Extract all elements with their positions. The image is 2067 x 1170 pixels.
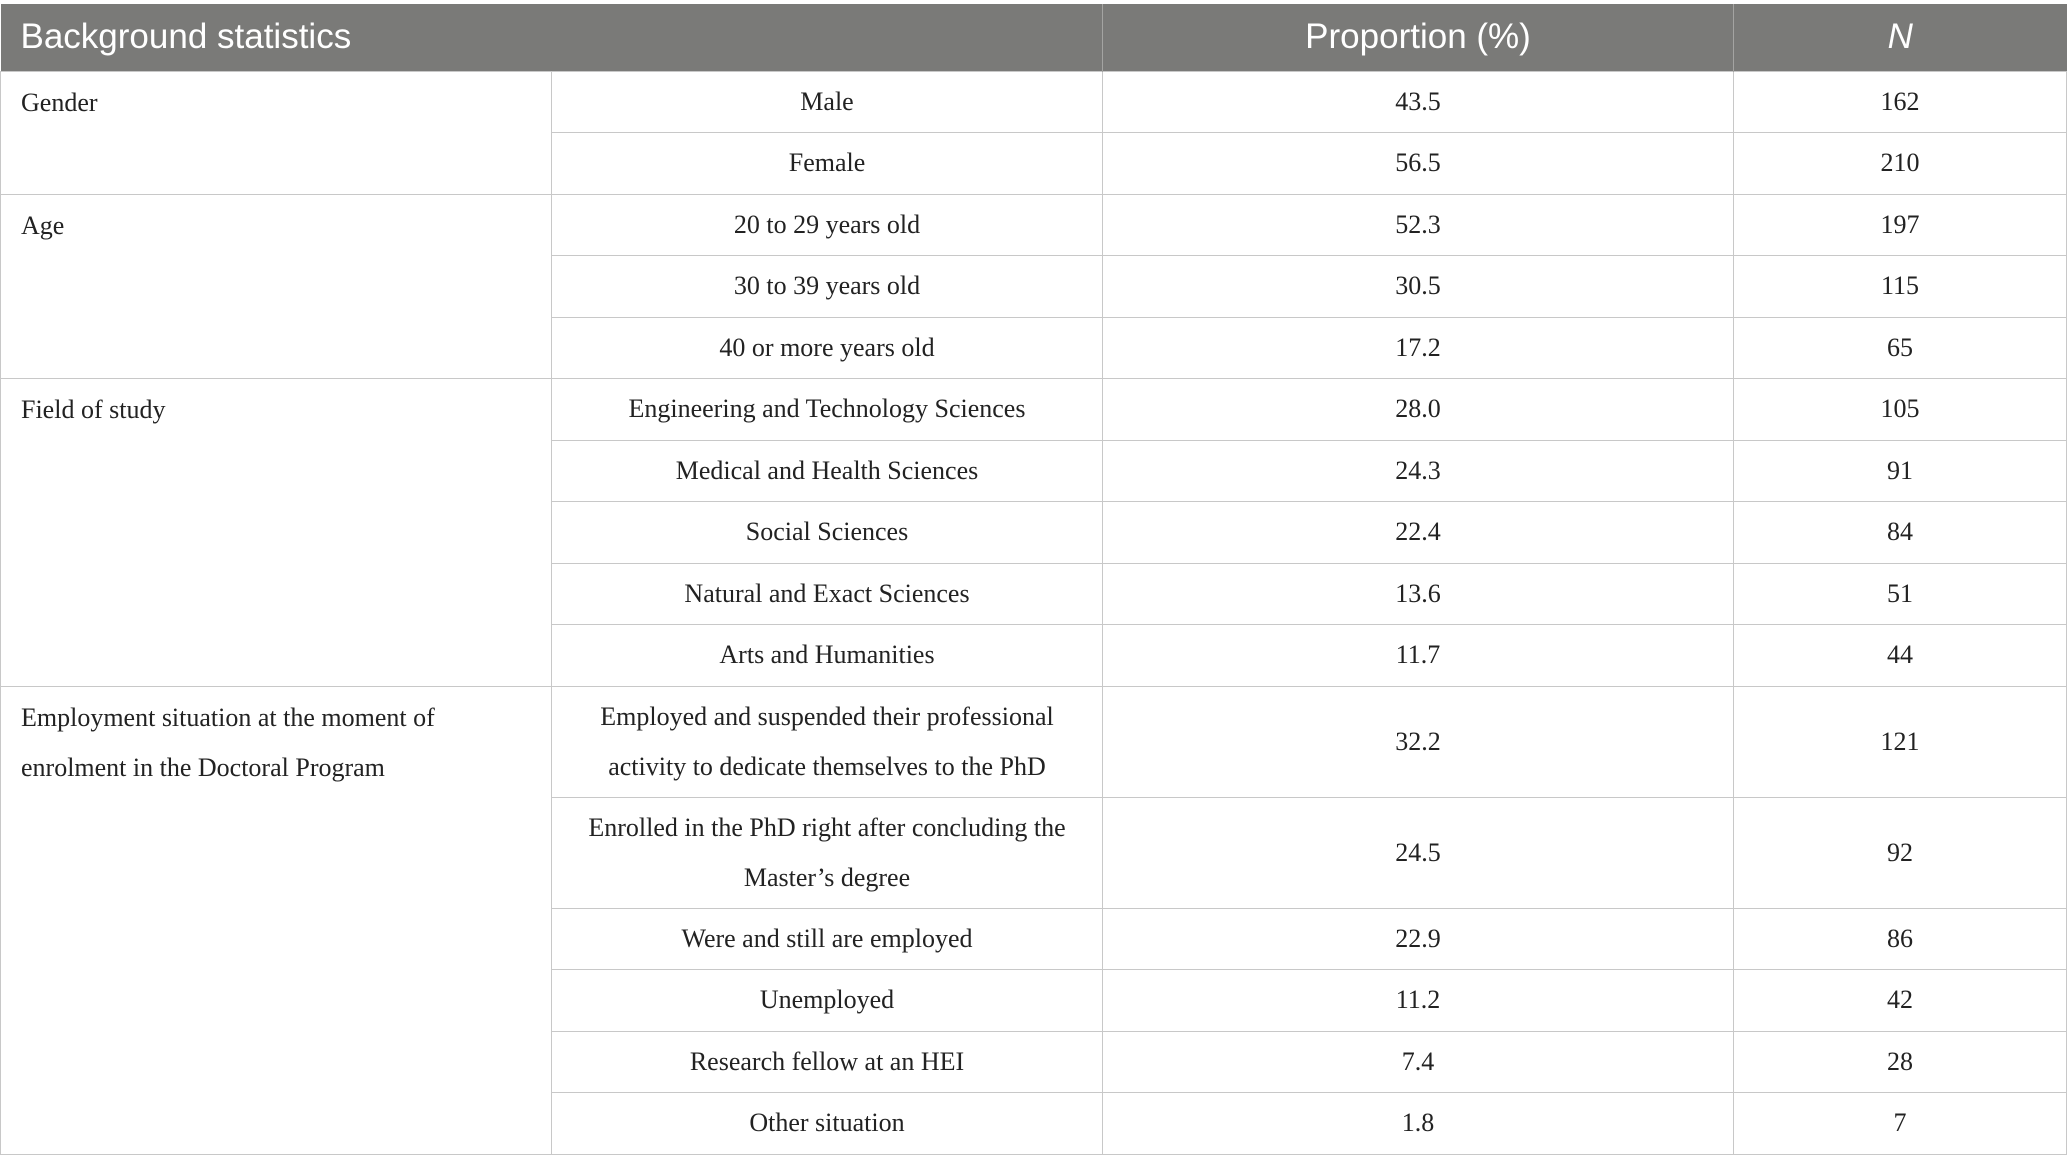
table-body bbox=[1, 71, 2067, 1154]
header-background-statistics: Background statistics bbox=[20, 17, 352, 57]
row-n: 84 bbox=[1734, 502, 2067, 564]
row-n: 162 bbox=[1734, 71, 2067, 133]
row-proportion: 24.5 bbox=[1103, 797, 1734, 908]
row-proportion: 7.4 bbox=[1103, 1031, 1734, 1093]
group-label-gender: Gender bbox=[1, 71, 552, 194]
table-row bbox=[1, 71, 2067, 133]
row-n: 115 bbox=[1734, 256, 2067, 318]
row-n: 86 bbox=[1734, 908, 2067, 970]
group-label-age: Age bbox=[1, 194, 552, 379]
row-proportion: 28.0 bbox=[1103, 379, 1734, 441]
row-label: 40 or more years old bbox=[552, 317, 1103, 379]
row-label: Other situation bbox=[552, 1093, 1103, 1155]
row-label: Female bbox=[552, 133, 1103, 195]
group-label-employment-situation: Employment situation at the moment of enrolment in the Doctoral Program bbox=[1, 686, 552, 1154]
row-label: Enrolled in the PhD right after concluding the Master’s degree bbox=[552, 797, 1103, 908]
header-n: N bbox=[1734, 4, 2067, 71]
row-label: 30 to 39 years old bbox=[552, 256, 1103, 318]
row-proportion: 17.2 bbox=[1103, 317, 1734, 379]
row-n: 210 bbox=[1734, 133, 2067, 195]
table-row bbox=[1, 686, 2067, 797]
row-n: 51 bbox=[1734, 563, 2067, 625]
row-label: Arts and Humanities bbox=[552, 625, 1103, 687]
table-row bbox=[1, 379, 2067, 441]
row-label: 20 to 29 years old bbox=[552, 194, 1103, 256]
row-proportion: 1.8 bbox=[1103, 1093, 1734, 1155]
row-label: Male bbox=[552, 71, 1103, 133]
row-n: 197 bbox=[1734, 194, 2067, 256]
row-n: 65 bbox=[1734, 317, 2067, 379]
background-statistics-table bbox=[0, 4, 2067, 1155]
row-proportion: 32.2 bbox=[1103, 686, 1734, 797]
header-proportion: Proportion (%) bbox=[1103, 4, 1734, 71]
row-proportion: 24.3 bbox=[1103, 440, 1734, 502]
row-n: 42 bbox=[1734, 970, 2067, 1032]
row-n: 28 bbox=[1734, 1031, 2067, 1093]
row-label: Natural and Exact Sciences bbox=[552, 563, 1103, 625]
table-row bbox=[1, 194, 2067, 256]
row-label: Research fellow at an HEI bbox=[552, 1031, 1103, 1093]
row-label: Engineering and Technology Sciences bbox=[552, 379, 1103, 441]
group-label-field-of-study: Field of study bbox=[1, 379, 552, 687]
row-n: 105 bbox=[1734, 379, 2067, 441]
row-n: 7 bbox=[1734, 1093, 2067, 1155]
row-proportion: 30.5 bbox=[1103, 256, 1734, 318]
row-proportion: 11.7 bbox=[1103, 625, 1734, 687]
row-proportion: 43.5 bbox=[1103, 71, 1734, 133]
row-label: Social Sciences bbox=[552, 502, 1103, 564]
row-proportion: 22.9 bbox=[1103, 908, 1734, 970]
row-label: Were and still are employed bbox=[552, 908, 1103, 970]
row-n: 92 bbox=[1734, 797, 2067, 908]
row-label: Unemployed bbox=[552, 970, 1103, 1032]
row-n: 91 bbox=[1734, 440, 2067, 502]
header-row bbox=[1, 4, 2067, 71]
row-proportion: 13.6 bbox=[1103, 563, 1734, 625]
row-label: Employed and suspended their professional activity to dedicate themselves to the PhD bbox=[552, 686, 1103, 797]
row-proportion: 52.3 bbox=[1103, 194, 1734, 256]
row-n: 44 bbox=[1734, 625, 2067, 687]
row-n: 121 bbox=[1734, 686, 2067, 797]
row-proportion: 22.4 bbox=[1103, 502, 1734, 564]
table-header bbox=[1, 4, 2067, 71]
row-proportion: 56.5 bbox=[1103, 133, 1734, 195]
row-label: Medical and Health Sciences bbox=[552, 440, 1103, 502]
row-proportion: 11.2 bbox=[1103, 970, 1734, 1032]
